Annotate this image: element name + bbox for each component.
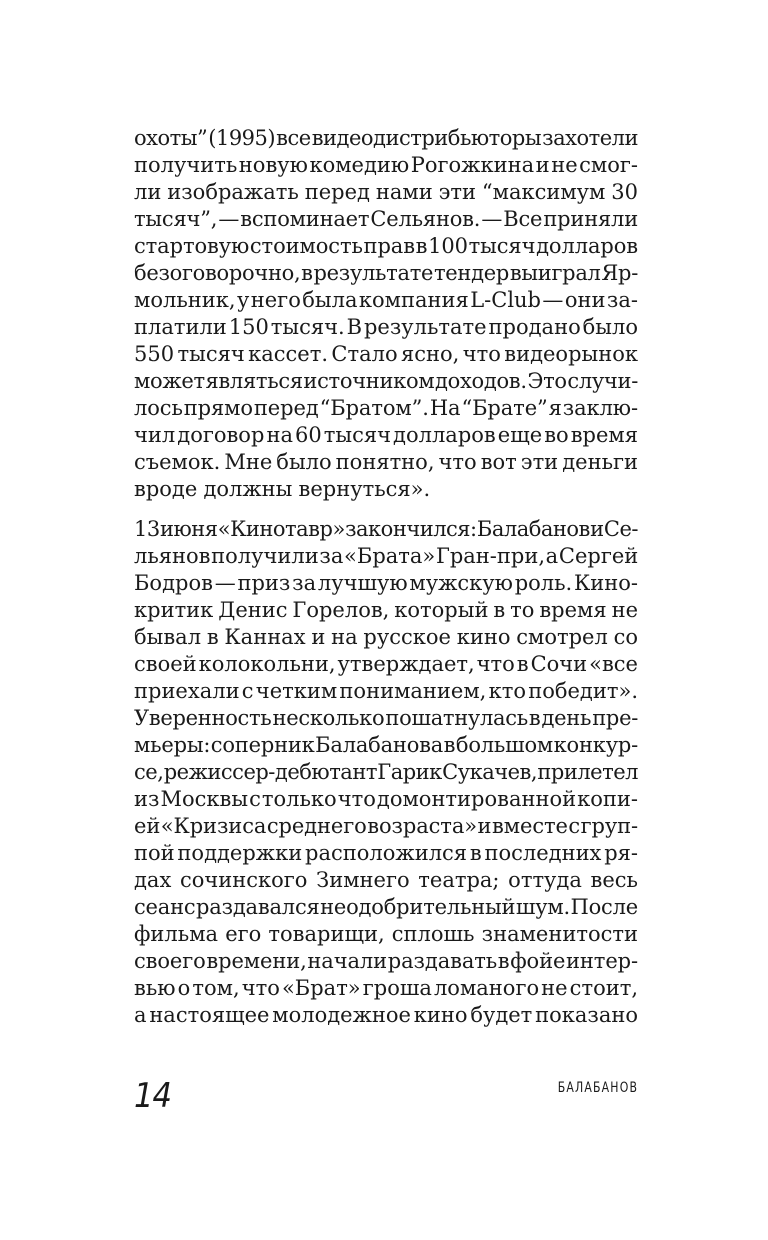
text-line: вроде должны вернуться».: [134, 477, 431, 501]
text-line: а настоящее молодежное кино будет показано: [134, 1003, 638, 1027]
text-line: Уверенность несколько пошатнулась в день пре-: [134, 706, 638, 730]
text-line: льянов получили за «Брата» Гран-при, а Сергей: [134, 544, 639, 568]
text-line: стартовую стоимость прав в 100 тысяч долларов: [134, 234, 638, 258]
text-line: охоты” (1995) все видеодистрибьюторы захотели: [134, 126, 638, 150]
text-line: Бодров — приз за лучшую мужскую роль. Кино-: [134, 571, 638, 595]
text-line: 550 тысяч кассет. Стало ясно, что видеорынок: [134, 342, 638, 366]
text-line: се, режиссер-дебютант Гарик Сукачев, прилетел: [134, 760, 638, 784]
text-line: вью о том, что «Брат» гроша ломаного не стоит,: [134, 976, 638, 1000]
text-line: ей «Кризиса среднего возраста» и вместе с груп-: [134, 814, 639, 838]
running-title: БАЛАБАНОВ: [557, 1080, 638, 1096]
paragraph-2: [134, 516, 638, 1029]
text-line: платили 150 тысяч. В результате продано было: [134, 315, 638, 339]
text-line: 13 июня «Кинотавр» закончился: Балабанов и Се-: [134, 517, 638, 541]
text-line: съемок. Мне было понятно, что вот эти деньги: [134, 450, 638, 474]
text-line: ли изображать перед нами эти “максимум 30: [134, 180, 638, 204]
text-line: лось прямо перед “Братом”. На “Брате” я заклю-: [134, 396, 638, 420]
text-line: пой поддержки расположился в последних ря-: [134, 841, 638, 865]
text-line: бывал в Каннах и на русское кино смотрел со: [134, 625, 638, 649]
text-line: своего времени, начали раздавать в фойе интер-: [134, 949, 638, 973]
text-line: тысяч”, — вспоминает Сельянов. — Все приняли: [134, 207, 638, 231]
text-line: приехали с четким пониманием, кто победит».: [134, 679, 638, 703]
text-line: мольник, у него была компания L-Club — они за-: [134, 288, 638, 312]
text-line: фильма его товарищи, сплошь знаменитости: [134, 922, 638, 946]
text-line: критик Денис Горелов, который в то время не: [134, 598, 638, 622]
paragraph-1: [134, 125, 638, 503]
text-line: из Москвы с только что домонтированной копи-: [134, 787, 638, 811]
text-line: получить новую комедию Рогожкина и не смог-: [134, 153, 638, 177]
text-line: дах сочинского Зимнего театра; оттуда весь: [134, 868, 638, 892]
text-line: сеанс раздавался неодобрительный шум. После: [134, 895, 638, 919]
text-line: своей колокольни, утверждает, что в Сочи «все: [134, 652, 638, 676]
text-line: чил договор на 60 тысяч долларов еще во время: [134, 423, 638, 447]
page-number: 14: [134, 1076, 171, 1116]
text-line: может являться источником доходов. Это случи-: [134, 369, 638, 393]
text-line: мьеры: соперник Балабанова в большом конкур-: [134, 733, 638, 757]
text-line: безоговорочно, в результате тендер выиграл Яр-: [134, 261, 638, 285]
